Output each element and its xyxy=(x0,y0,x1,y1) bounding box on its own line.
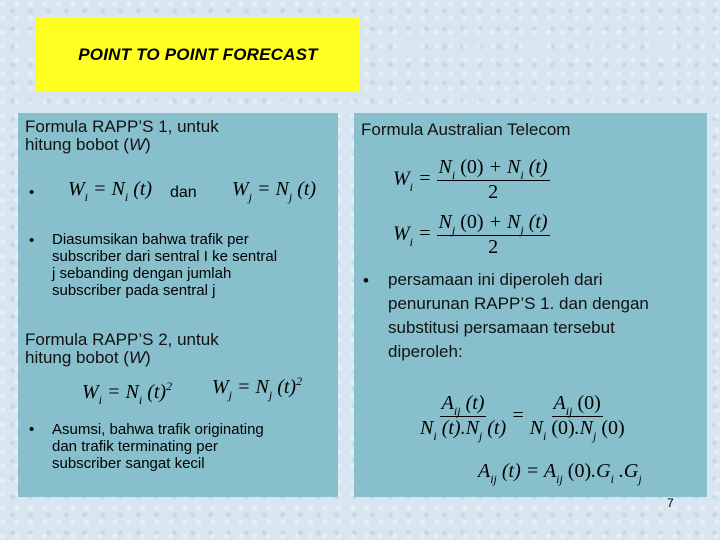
rapps2-wi-formula: $W_i = N_i$ $(t)^2$ xyxy=(82,379,173,407)
rapps2-assumption: Asumsi, bahwa trafik originating dan trafik terminating per subscriber sangat kecil xyxy=(52,421,264,472)
rapps1-heading-line1: Formula RAPP’S 1, untuk xyxy=(25,117,219,136)
derivation-text: persamaan ini diperoleh dari penurunan RAPP’S 1. dan dengan substitusi persamaan tersebut diperoleh: xyxy=(388,270,649,361)
bullet-dot: • xyxy=(29,421,35,438)
bullet-dot: • xyxy=(29,184,35,201)
title-box xyxy=(36,17,360,92)
rapps1-assumption: Diasumsikan bahwa trafik per subscriber dari sentral I ke sentral j sebanding dengan jumlah subscriber pada sentral j xyxy=(52,231,278,299)
rapps1-heading-line2: hitung bobot (W) xyxy=(25,135,151,154)
telecom-wi-formula: $W_i$ = $\frac{N_i (0) + N_i (t)}{2}$ xyxy=(393,156,548,203)
bullet-dot: • xyxy=(29,232,35,249)
rapps1-heading xyxy=(25,118,219,154)
rapps2-heading xyxy=(25,331,219,367)
bullet-dot: • xyxy=(363,271,369,290)
dan-label: dan xyxy=(170,184,197,201)
ratio-formula: $\frac{A_{ij} (t)}{N_i (t).N_j (t)}$ = $\frac{A_{ij} (0)}{N_i (0).N_j (0)}$ xyxy=(420,392,625,443)
aij-result-formula: $A_{ij}$ $(t) = A_{ij}$ $(0).G_i$ $.G_j$ xyxy=(478,460,642,486)
rapps1-wj-formula: $W_j = N_j$ (t) xyxy=(232,178,317,204)
slide-title: POINT TO POINT FORECAST xyxy=(78,44,318,64)
rapps1-wi-formula: $W_i = N_i$ (t) xyxy=(68,178,153,204)
page-number: 7 xyxy=(667,496,674,510)
telecom-wj-formula: $W_i$ = $\frac{N_j (0) + N_j (t)}{2}$ xyxy=(393,211,548,258)
rapps2-wj-formula: $W_j = N_j$ $(t)^2$ xyxy=(212,374,303,402)
rapps2-heading-line1: Formula RAPP’S 2, untuk xyxy=(25,330,219,349)
rapps2-heading-line2: hitung bobot (W) xyxy=(25,348,151,367)
australian-telecom-heading: Formula Australian Telecom xyxy=(361,120,571,139)
